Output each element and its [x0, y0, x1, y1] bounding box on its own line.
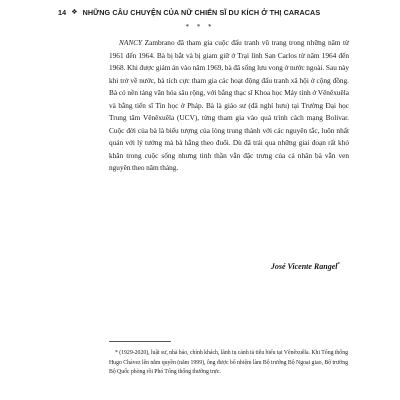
page-number: 14 [58, 7, 67, 17]
diamond-separator-icon: ❖ [71, 8, 78, 16]
body-paragraph [109, 37, 349, 175]
footnote-divider [109, 341, 171, 342]
footnote: * (1929-2020), luật sư, nhà báo, chính khách, lãnh tụ cánh tả tiêu biểu tại Vênêxuêla. Khi Tổng thống Hugo Chávez lên nắm quyền (năm 1999), ông được bổ nhiệm làm Bộ trưởng Bộ Ngoại giao, Bộ trưởng Bộ Quốc phòng rồi Phó Tổng thống thường trực. [109, 350, 348, 375]
author-signature [0, 262, 340, 271]
section-ornament: * * * [185, 23, 215, 31]
footnote-marker: * [337, 262, 340, 268]
running-title: NHỮNG CÂU CHUYỆN CỦA NỮ CHIẾN SĨ DU KÍCH Ở THỊ CARACAS [82, 7, 321, 17]
running-header [0, 0, 400, 24]
body-text: Zambrano đã tham gia cuộc đấu tranh vũ trang trong những năm từ 1961 đến 1964. Bà bị bắt và bị giam giữ ở Trại lính San Carlos từ năm 1964 đến 1968. Khi được giảm án vào năm 1969, bà đã sống lưu vong ở nước ngoài. Sau này khi trở về nước, bà tích cực tham gia các hoạt động đấu tranh xã hội ở cộng đồng. Bà có nền tảng văn hóa sâu rộng, với bằng thạc sĩ Khoa học Máy tính ở Vênêxuêla và bằng tiến sĩ Tin học ở Pháp. Bà là giáo sư (đã nghỉ hưu) tại Trường Đại học Trung tâm Vênêxuêla (UCV), từng tham gia vào quá trình cách mạng Bolivar. Cuộc đời của bà là biểu tượng của lòng trung thành với các nguyên tắc, luôn nhất quán với lý tưởng mà bà hằng theo đuổi. Dù đã trải qua những giai đoạn rất khó khăn trong cuộc sống nhưng tinh thần vẫn đặc trưng của cá nhân bà vẫn ven nguyên theo năm tháng. [109, 38, 349, 173]
lead-name: NANCY [119, 38, 143, 47]
signature-name: José Vicente Rangel [270, 262, 338, 271]
